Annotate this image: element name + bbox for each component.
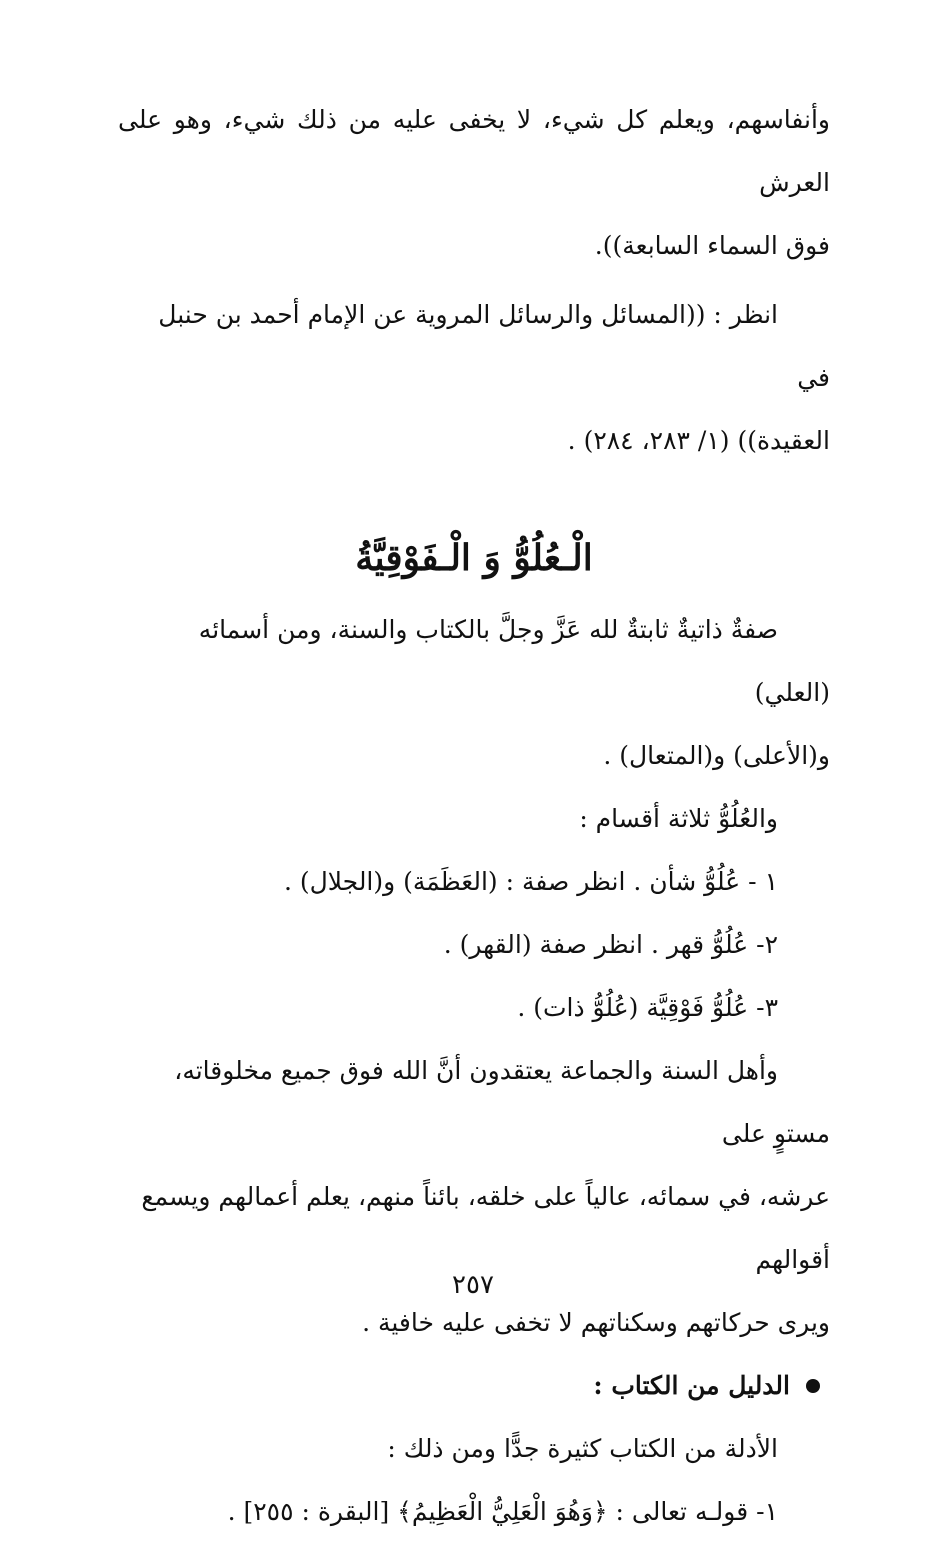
division-item-1: ١ - عُلُوُّ شأن . انظر صفة : (العَظَمَة) و(الجلال) . [283,867,778,896]
belief-line-1: وأهل السنة والجماعة يعتقدون أنَّ الله فوق جميع مخلوقاته، مستوٍ على [174,1056,830,1148]
reference-line-2: العقيدة)) (١/ ٢٨٣، ٢٨٤) . [567,426,830,455]
division-item-2: ٢- عُلُوُّ قهر . انظر صفة (القهر) . [443,930,778,959]
bullet-icon [806,1379,820,1393]
page-body [118,88,830,1543]
belief-line-3: ويرى حركاتهم وسكناتهم لا تخفى عليه خافية . [362,1308,830,1337]
evidence-item-1: ١- قولـه تعالى : ﴿وَهُوَ الْعَلِيُّ الْعَظِيمُ﴾ [البقرة : ٢٥٥] . [227,1497,778,1526]
evidence-intro: الأدلة من الكتاب كثيرة جدًّا ومن ذلك : [387,1434,778,1463]
evidence-heading-label: الدليل من الكتاب : [593,1371,790,1400]
section-title: الْـعُلُوُّ وَ الْـفَوْقِيَّةُ [355,537,593,579]
belief-line-2: عرشه، في سمائه، عالياً على خلقه، بائناً منهم، يعلم أعمالهم ويسمع أقوالهم [141,1182,830,1274]
page-number: ٢٥٧ [452,1270,494,1300]
intro-line-1: صفةٌ ذاتيةٌ ثابتةٌ لله عَزَّ وجلَّ بالكتاب والسنة، ومن أسمائه (العلي) [198,615,830,707]
reference-line-1: انظر : ((المسائل والرسائل المروية عن الإمام أحمد بن حنبل في [158,300,830,392]
intro-line-2: و(الأعلى) و(المتعال) . [603,741,830,770]
evidence-heading [118,1354,830,1417]
continuation-line-2: فوق السماء السابعة)). [594,231,830,260]
continuation-line-1: وأنفاسهم، ويعلم كل شيء، لا يخفى عليه من ذلك شيء، وهو على العرش [118,105,831,197]
division-item-3: ٣- عُلُوُّ فَوْقِيَّة (عُلُوُّ ذات) . [517,993,778,1022]
divisions-heading: والعُلُوُّ ثلاثة أقسام : [579,804,778,833]
